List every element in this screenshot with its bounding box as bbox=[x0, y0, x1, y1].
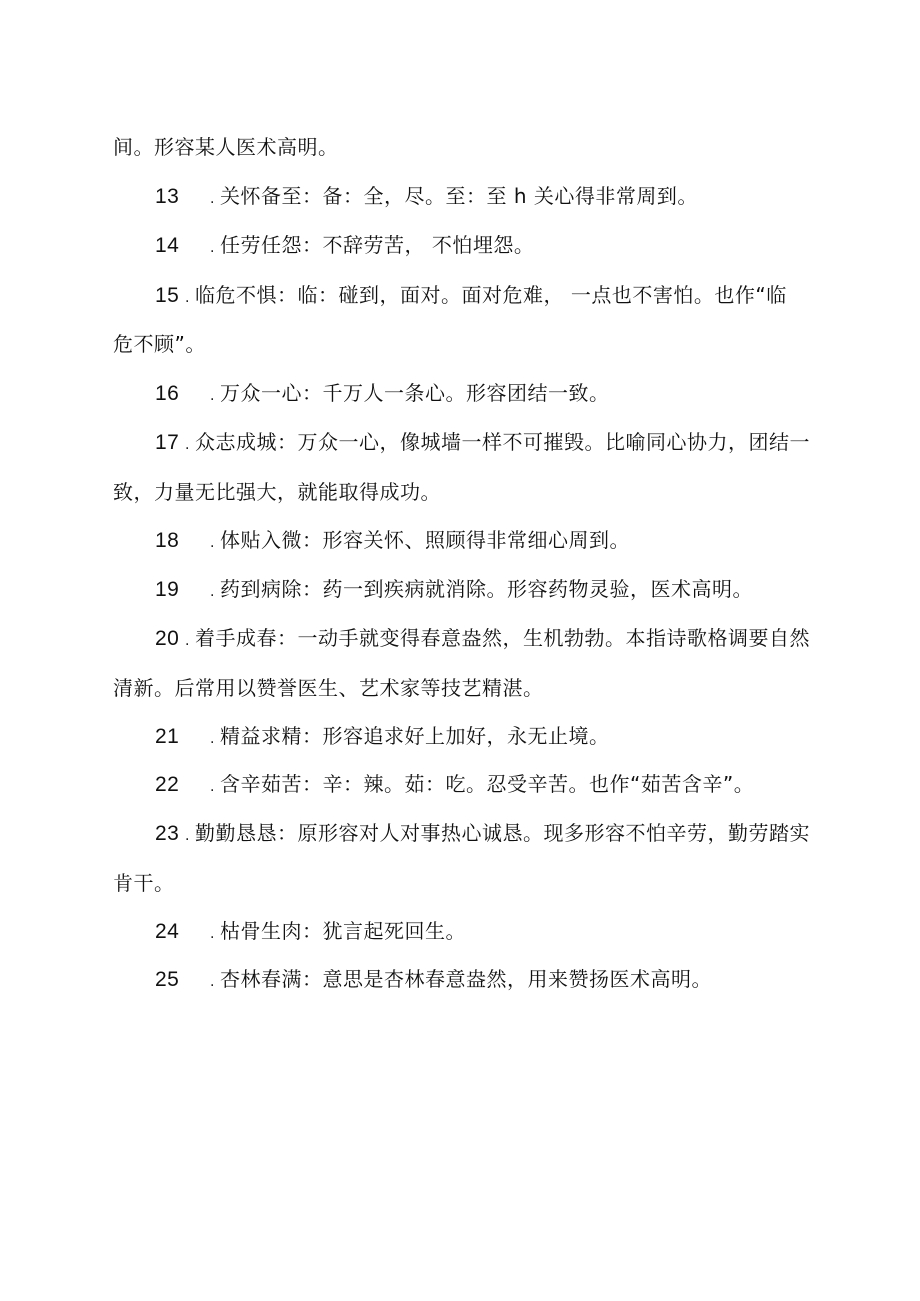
entry-24 bbox=[155, 918, 466, 947]
entry-number: 18 bbox=[155, 529, 180, 552]
entry-14 bbox=[155, 232, 534, 261]
entry-dot: . bbox=[210, 974, 215, 990]
entry-dot: . bbox=[210, 240, 215, 256]
entry-text: 众志成城：万众一心，像城墙一样不可摧毁。比喻同心协力，团结一 bbox=[195, 430, 810, 454]
entry-16 bbox=[155, 380, 610, 409]
entry-text: 含辛茹苦：辛：辣。茹：吃。忍受辛苦。也作“茹苦含辛”。 bbox=[220, 772, 755, 796]
entry-18 bbox=[155, 527, 630, 556]
entry-text: 任劳任怨：不辞劳苦， 不怕埋怨。 bbox=[220, 233, 535, 257]
entry-number: 21 bbox=[155, 725, 180, 748]
entry-text: 着手成春：一动手就变得春意盎然，生机勃勃。本指诗歌格调要自然 bbox=[195, 626, 810, 650]
entry-dot: . bbox=[185, 437, 190, 453]
entry-17-continuation: 致，力量无比强大，就能取得成功。 bbox=[113, 480, 441, 504]
entry-number: 23 bbox=[155, 822, 180, 845]
entry-21 bbox=[155, 723, 610, 752]
entry-25 bbox=[155, 966, 712, 995]
entry-number: 13 bbox=[155, 185, 180, 208]
entry-dot: . bbox=[185, 828, 190, 844]
entry-dot: . bbox=[210, 779, 215, 795]
entry-dot: . bbox=[210, 388, 215, 404]
entry-text: 体贴入微：形容关怀、照顾得非常细心周到。 bbox=[220, 528, 630, 552]
entry-number: 14 bbox=[155, 234, 180, 257]
entry-dot: . bbox=[210, 731, 215, 747]
entry-text: 精益求精：形容追求好上加好，永无止境。 bbox=[220, 724, 610, 748]
entry-text: 临危不惧：临：碰到，面对。面对危难， 一点也不害怕。也作“临 bbox=[195, 283, 787, 307]
entry-20-continuation: 清新。后常用以赞誉医生、艺术家等技艺精湛。 bbox=[113, 676, 544, 700]
entry-text: 药到病除：药一到疾病就消除。形容药物灵验，医术高明。 bbox=[220, 577, 753, 601]
entry-23-continuation: 肯干。 bbox=[113, 871, 175, 895]
entry-text: 勤勤恳恳：原形容对人对事热心诚恳。现多形容不怕辛劳，勤劳踏实 bbox=[195, 821, 810, 845]
entry-number: 25 bbox=[155, 968, 180, 991]
entry-number: 19 bbox=[155, 578, 180, 601]
entry-22 bbox=[155, 771, 754, 800]
entry-dot: . bbox=[210, 535, 215, 551]
entry-number: 16 bbox=[155, 382, 180, 405]
entry-15 bbox=[155, 282, 787, 311]
entry-13 bbox=[155, 183, 698, 212]
entry-dot: . bbox=[185, 290, 190, 306]
intro-line: 间。形容某人医术高明。 bbox=[113, 135, 339, 159]
entry-number: 17 bbox=[155, 431, 180, 454]
entry-number: 20 bbox=[155, 627, 180, 650]
entry-20 bbox=[155, 625, 810, 654]
entry-15-continuation: 危不顾”。 bbox=[113, 332, 206, 356]
entry-number: 15 bbox=[155, 284, 180, 307]
entry-text: 万众一心：千万人一条心。形容团结一致。 bbox=[220, 381, 610, 405]
entry-dot: . bbox=[210, 926, 215, 942]
entry-23 bbox=[155, 820, 810, 849]
entry-dot: . bbox=[210, 191, 215, 207]
entry-19 bbox=[155, 576, 753, 605]
entry-number: 22 bbox=[155, 773, 180, 796]
entry-dot: . bbox=[185, 633, 190, 649]
entry-17 bbox=[155, 429, 810, 458]
entry-text: 杏林春满：意思是杏林春意盎然，用来赞扬医术高明。 bbox=[220, 967, 712, 991]
entry-number: 24 bbox=[155, 920, 180, 943]
entry-text: 枯骨生肉：犹言起死回生。 bbox=[220, 919, 466, 943]
entry-dot: . bbox=[210, 584, 215, 600]
entry-text: 关怀备至：备：全，尽。至：至 h 关心得非常周到。 bbox=[220, 184, 698, 208]
